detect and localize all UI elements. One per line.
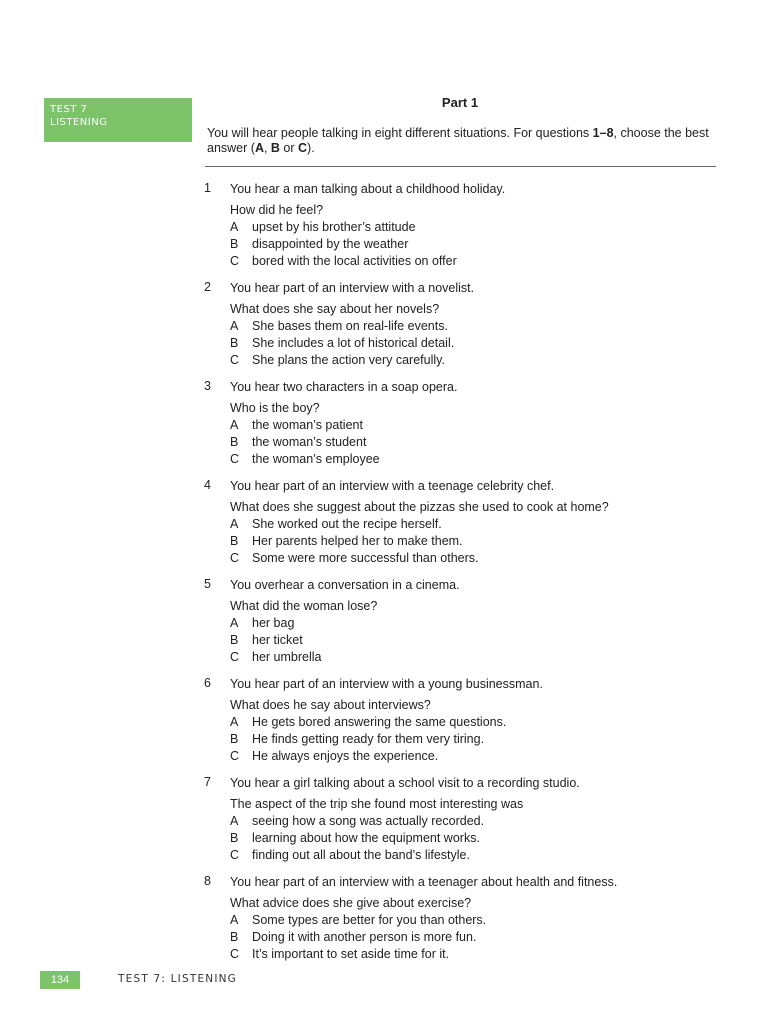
answer-option-a[interactable] xyxy=(230,318,720,335)
instruction-text: or xyxy=(279,141,299,155)
instruction-text: , choose the best answer ( xyxy=(207,126,709,155)
question-prompt: What does she say about her novels? xyxy=(230,302,440,316)
answer-option-a[interactable] xyxy=(230,219,720,236)
option-text: She bases them on real-life events. xyxy=(252,319,448,333)
option-letter: B xyxy=(230,534,239,548)
option-letter: C xyxy=(230,947,240,961)
option-letter: C xyxy=(230,254,240,268)
option-text: upset by his brother’s attitude xyxy=(252,220,416,234)
question-number: 3 xyxy=(204,379,211,393)
answer-option-c[interactable] xyxy=(230,253,720,270)
answer-option-c[interactable] xyxy=(230,946,720,963)
instruction-text: You will hear people talking in eight different situations. For questions xyxy=(207,126,593,140)
question-prompt: What does she suggest about the pizzas she used to cook at home? xyxy=(230,500,609,514)
section-tab-label: LISTENING xyxy=(50,117,108,128)
question-stem: You hear part of an interview with a novelist. xyxy=(230,281,475,295)
option-text: seeing how a song was actually recorded. xyxy=(252,814,485,828)
answer-option-a[interactable] xyxy=(230,615,720,632)
answer-option-b[interactable] xyxy=(230,533,720,550)
instruction-bold-text: C xyxy=(298,141,308,155)
option-text: Her parents helped her to make them. xyxy=(252,534,463,548)
question-5 xyxy=(200,574,720,666)
option-letter: C xyxy=(230,353,240,367)
answer-option-a[interactable] xyxy=(230,714,720,731)
question-number: 6 xyxy=(204,676,211,690)
question-prompt: What did the woman lose? xyxy=(230,599,378,613)
option-text: the woman’s patient xyxy=(252,418,363,432)
answer-option-a[interactable] xyxy=(230,417,720,434)
option-text: He finds getting ready for them very tiring. xyxy=(252,732,485,746)
instruction-bold-text: 1–8 xyxy=(592,126,614,140)
question-stem: You hear two characters in a soap opera. xyxy=(230,380,458,394)
option-letter: B xyxy=(230,633,239,647)
answer-option-c[interactable] xyxy=(230,748,720,765)
answer-option-b[interactable] xyxy=(230,632,720,649)
answer-option-b[interactable] xyxy=(230,236,720,253)
option-text: her ticket xyxy=(252,633,303,647)
option-letter: B xyxy=(230,237,239,251)
option-letter: B xyxy=(230,930,239,944)
question-number: 2 xyxy=(204,280,211,294)
question-list xyxy=(200,178,720,970)
question-prompt: What does he say about interviews? xyxy=(230,698,431,712)
option-text: finding out all about the band’s lifestyle. xyxy=(252,848,470,862)
instruction-bold-text: A xyxy=(254,141,264,155)
option-text: It’s important to set aside time for it. xyxy=(252,947,450,961)
instruction-text: , xyxy=(263,141,271,155)
section-tab-test: TEST 7 xyxy=(50,104,88,115)
answer-option-c[interactable] xyxy=(230,550,720,567)
option-text: disappointed by the weather xyxy=(252,237,409,251)
instruction-text: ). xyxy=(307,141,315,155)
question-6 xyxy=(200,673,720,765)
part-title: Part 1 xyxy=(441,95,479,110)
option-letter: C xyxy=(230,749,240,763)
option-letter: A xyxy=(230,517,239,531)
question-1 xyxy=(200,178,720,270)
footer-title: TEST 7: LISTENING xyxy=(118,973,238,985)
question-number: 7 xyxy=(204,775,211,789)
option-letter: C xyxy=(230,650,240,664)
answer-option-c[interactable] xyxy=(230,352,720,369)
answer-option-c[interactable] xyxy=(230,847,720,864)
question-stem: You hear a man talking about a childhood holiday. xyxy=(230,182,506,196)
question-stem: You overhear a conversation in a cinema. xyxy=(230,578,460,592)
instructions xyxy=(207,126,712,156)
option-letter: A xyxy=(230,616,239,630)
option-text: her umbrella xyxy=(252,650,322,664)
question-number: 4 xyxy=(204,478,211,492)
page-number: 134 xyxy=(40,971,80,989)
question-number: 8 xyxy=(204,874,211,888)
question-stem: You hear part of an interview with a young businessman. xyxy=(230,677,543,691)
option-text: He always enjoys the experience. xyxy=(252,749,439,763)
option-letter: A xyxy=(230,418,239,432)
question-8 xyxy=(200,871,720,963)
option-letter: C xyxy=(230,452,240,466)
question-prompt: The aspect of the trip she found most interesting was xyxy=(230,797,524,811)
instruction-bold-text: B xyxy=(270,141,280,155)
question-4 xyxy=(200,475,720,567)
option-text: She includes a lot of historical detail. xyxy=(252,336,455,350)
question-stem: You hear part of an interview with a teenage celebrity chef. xyxy=(230,479,555,493)
option-text: Some were more successful than others. xyxy=(252,551,479,565)
question-number: 1 xyxy=(204,181,211,195)
answer-option-c[interactable] xyxy=(230,451,720,468)
option-letter: B xyxy=(230,336,239,350)
option-text: She plans the action very carefully. xyxy=(252,353,445,367)
question-number: 5 xyxy=(204,577,211,591)
page-footer xyxy=(40,971,440,989)
option-text: the woman’s employee xyxy=(252,452,380,466)
question-2 xyxy=(200,277,720,369)
answer-option-b[interactable] xyxy=(230,929,720,946)
answer-option-a[interactable] xyxy=(230,912,720,929)
option-text: her bag xyxy=(252,616,295,630)
option-letter: A xyxy=(230,913,239,927)
option-letter: A xyxy=(230,220,239,234)
option-text: learning about how the equipment works. xyxy=(252,831,480,845)
question-prompt: How did he feel? xyxy=(230,203,324,217)
option-letter: A xyxy=(230,814,239,828)
option-text: the woman’s student xyxy=(252,435,367,449)
question-prompt: Who is the boy? xyxy=(230,401,320,415)
question-3 xyxy=(200,376,720,468)
question-7 xyxy=(200,772,720,864)
answer-option-a[interactable] xyxy=(230,516,720,533)
option-letter: B xyxy=(230,435,239,449)
option-text: He gets bored answering the same questions. xyxy=(252,715,507,729)
option-text: Some types are better for you than others. xyxy=(252,913,487,927)
option-letter: B xyxy=(230,732,239,746)
answer-option-c[interactable] xyxy=(230,649,720,666)
divider xyxy=(205,166,716,167)
answer-option-b[interactable] xyxy=(230,335,720,352)
option-letter: A xyxy=(230,715,239,729)
option-text: Doing it with another person is more fun. xyxy=(252,930,477,944)
section-tab xyxy=(44,98,192,142)
answer-option-b[interactable] xyxy=(230,830,720,847)
option-text: bored with the local activities on offer xyxy=(252,254,457,268)
question-prompt: What advice does she give about exercise? xyxy=(230,896,472,910)
answer-option-b[interactable] xyxy=(230,731,720,748)
answer-option-a[interactable] xyxy=(230,813,720,830)
question-stem: You hear part of an interview with a teenager about health and fitness. xyxy=(230,875,618,889)
option-letter: C xyxy=(230,848,240,862)
answer-option-b[interactable] xyxy=(230,434,720,451)
option-letter: B xyxy=(230,831,239,845)
question-stem: You hear a girl talking about a school visit to a recording studio. xyxy=(230,776,580,790)
option-letter: A xyxy=(230,319,239,333)
option-letter: C xyxy=(230,551,240,565)
option-text: She worked out the recipe herself. xyxy=(252,517,442,531)
